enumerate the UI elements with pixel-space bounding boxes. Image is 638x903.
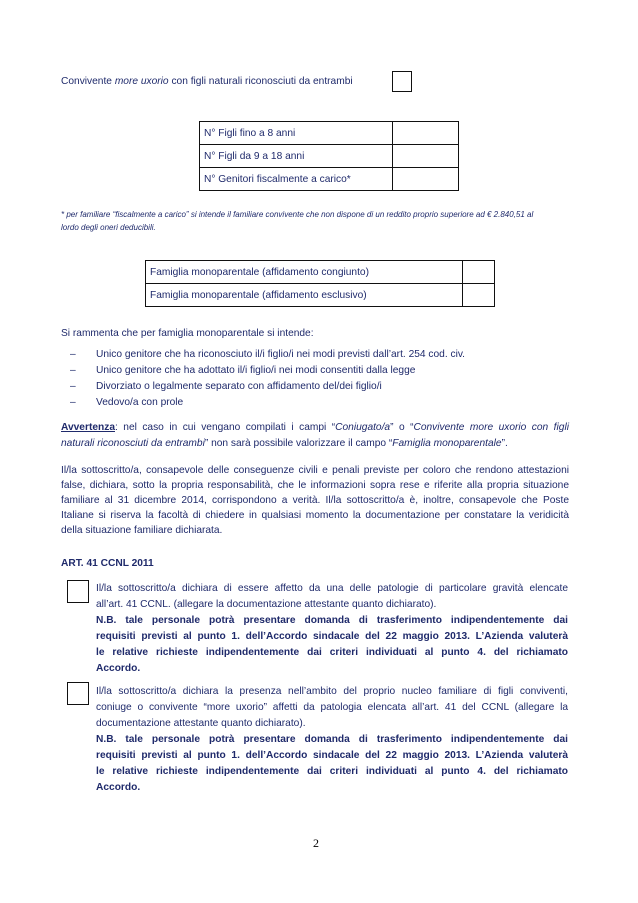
option1-line: all’art. 41 CCNL. (allegare la documentazione attestante quanto dichiarato). [96, 599, 437, 610]
option1-nb-line: Accordo. [96, 663, 141, 674]
table-row [200, 145, 459, 168]
warning-line-2: naturali riconosciuti da entrambi” non sarà possibile valorizzare il campo “Famiglia monoparentale”. [61, 438, 508, 449]
warning-label: Avvertenza [61, 422, 115, 433]
declaration-line: della situazione familiare dichiarata. [61, 525, 223, 536]
cohabitant-label: Convivente more uxorio con figli naturali riconosciuti da entrambi [61, 76, 353, 87]
children-row-label: N° Figli da 9 a 18 anni [200, 145, 393, 168]
children-row-label: N° Genitori fiscalmente a carico* [200, 168, 393, 191]
option2-line: coniuge o convivente “more uxorio” affetti da patologia elencata all’art. 41 del CCNL (allegare la [96, 702, 568, 713]
children-table [199, 121, 459, 191]
declaration-line: Il/la sottoscritto/a, consapevole delle conseguenze civili e penali previste per coloro che rendono attestazioni [61, 465, 569, 476]
option1-line: Il/la sottoscritto/a dichiara di essere affetto da una delle patologie di particolare gravità elencate [96, 583, 568, 594]
art41-family-checkbox[interactable] [67, 682, 89, 705]
table-row [200, 168, 459, 191]
declaration-line: familiare al 31 dicembre 2014, corrispondono a verità. Il/la sottoscritto/a è, inoltre, consapevole che Poste [61, 495, 569, 506]
option1-nb-line: requisiti previsti al punto 1. dell’Accordo sindacale del 22 maggio 2013. L’Azienda valuterà [96, 631, 568, 642]
single-parent-row-label: Famiglia monoparentale (affidamento esclusivo) [146, 284, 463, 307]
option1-nb-line: le relative richieste indipendentemente dai criteri individuati al punto 4. del richiamato [96, 647, 568, 658]
table-row [146, 284, 495, 307]
declaration-line: Italiane si riserva la facoltà di chiedere in qualsiasi momento la documentazione per constatare la veridicità [61, 510, 569, 521]
option2-line: documentazione attestante quanto dichiarato). [96, 718, 306, 729]
dependent-parents-input[interactable] [393, 168, 459, 191]
warning-line-1: Avvertenza: nel caso in cui vengano compilati i campi “Coniugato/a” o “Convivente more uxorio con figli [61, 422, 569, 433]
table-row [200, 122, 459, 145]
children-9-18-input[interactable] [393, 145, 459, 168]
art41-heading: ART. 41 CCNL 2011 [61, 558, 154, 569]
footnote-line-1: * per familiare “fiscalmente a carico” si intende il familiare convivente che non dispone di un reddito proprio superiore ad € 2.840,51 al [61, 210, 534, 219]
reminder-intro: Si rammenta che per famiglia monoparentale si intende: [61, 328, 314, 339]
cohabitant-checkbox[interactable] [392, 71, 412, 92]
table-row [146, 261, 495, 284]
art41-self-checkbox[interactable] [67, 580, 89, 603]
footnote-line-2: lordo degli oneri deducibili. [61, 223, 156, 232]
option2-line: Il/la sottoscritto/a dichiara la presenza nell’ambito del proprio nucleo familiare di figli conviventi, [96, 686, 568, 697]
option2-nb-line: N.B. tale personale potrà presentare domanda di trasferimento indipendentemente dai [96, 734, 568, 745]
page-number: 2 [313, 836, 319, 850]
joint-custody-checkbox[interactable] [463, 261, 495, 284]
single-parent-table [145, 260, 495, 307]
exclusive-custody-checkbox[interactable] [463, 284, 495, 307]
option2-nb-line: le relative richieste indipendentemente dai criteri individuati al punto 4. del richiamato [96, 766, 568, 777]
children-under-8-input[interactable] [393, 122, 459, 145]
option1-nb-line: N.B. tale personale potrà presentare domanda di trasferimento indipendentemente dai [96, 615, 568, 626]
declaration-line: false, dichiara, sotto la propria responsabilità, che le informazioni sopra rese e riferite alla propria situazione [61, 480, 569, 491]
children-row-label: N° Figli fino a 8 anni [200, 122, 393, 145]
option2-nb-line: requisiti previsti al punto 1. dell’Accordo sindacale del 22 maggio 2013. L’Azienda valuterà [96, 750, 568, 761]
single-parent-row-label: Famiglia monoparentale (affidamento congiunto) [146, 261, 463, 284]
option2-nb-line: Accordo. [96, 782, 141, 793]
